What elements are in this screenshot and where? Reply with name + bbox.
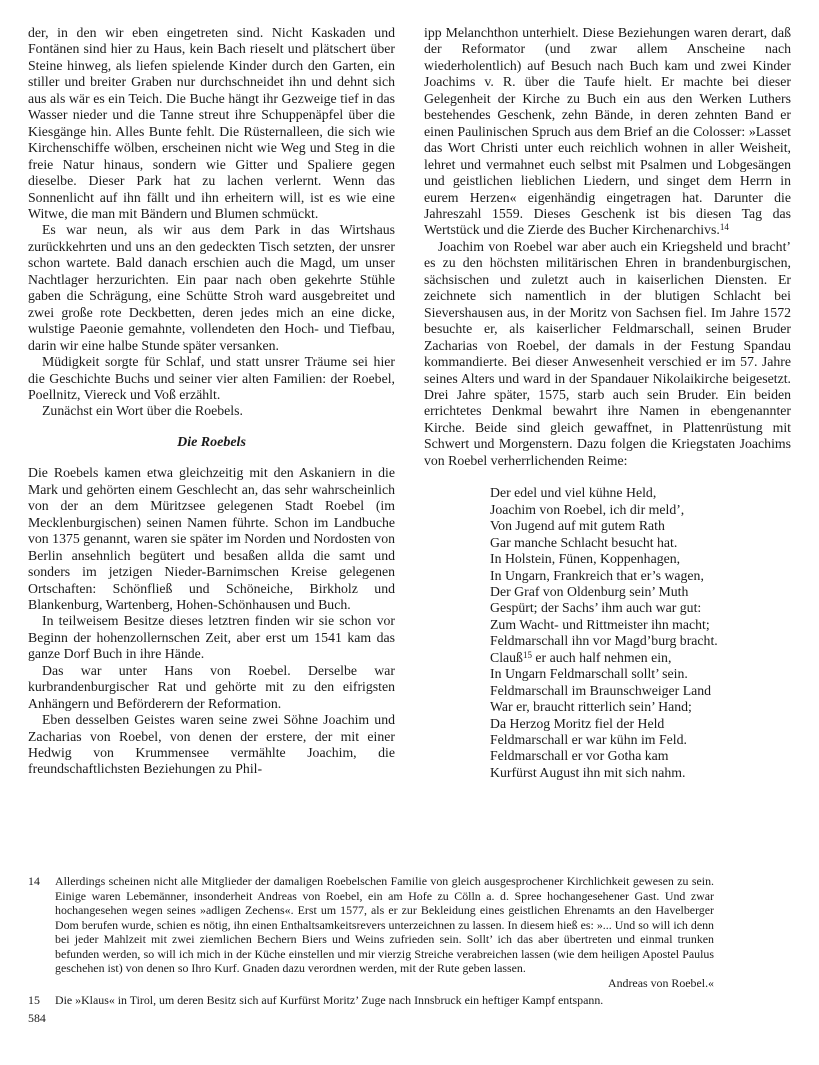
poem-line: In Ungarn Feldmarschall sollt’ sein. bbox=[490, 666, 688, 682]
paragraph bbox=[424, 25, 791, 239]
poem-line-text: er auch half nehmen ein, bbox=[531, 649, 672, 665]
poem-line: Da Herzog Moritz fiel der Held bbox=[490, 715, 665, 731]
paragraph: Eben desselben Geistes waren seine zwei Söhne Joachim und Zacharias von Roebel, von denen der erstere, der mit einer Hedwig von Krummensee vermählte Joachim, die freundschaftlichsten Beziehungen zu Phil- bbox=[28, 712, 395, 777]
poem-line: Kurfürst August ihn mit sich nahm. bbox=[490, 764, 686, 780]
paragraph-text: ipp Melanchthon unterhielt. Diese Beziehungen waren derart, daß der Reformator (und zwar allem Anscheine nach wiederholentlich) auf Besuch nach Buch kam und zwei Kinder Joachims v. R. über die Taufe hielt. Er machte bei dieser Gelegenheit der Kirche zu Buch ein aus den Werken Luthers bestehendes Geschenk, zehn Bände, in deren zehnten Band er einen Paulinischen Spruch aus dem Brief an die Colosser: »Lasset das Wort Christi unter euch reichlich wohnen in aller Weisheit, lehret und vermahnet euch selbst mit Psalmen und Lobgesängen und geistlichen lieblichen Liedern, und singet dem Herrn in eurem Herzen« eigenhändig eingetragen hat. Darunter die Jahreszahl 1559. Dieses Geschenk ist bis diesen Tag das Wertstück und die Zierde des Bucher Kirchenarchivs. bbox=[424, 25, 791, 238]
poem-line: Der edel und viel kühne Held, bbox=[490, 485, 657, 501]
paragraph: Zunächst ein Wort über die Roebels. bbox=[42, 403, 243, 419]
footnote-text: Die »Klaus« in Tirol, um deren Besitz sich auf Kurfürst Moritz’ Zuge nach Innsbruck ein heftiger Kampf entspann. bbox=[55, 993, 604, 1008]
footnote-number: 14 bbox=[28, 874, 40, 888]
footnote-15 bbox=[28, 993, 714, 1008]
left-column bbox=[28, 25, 395, 874]
poem-line: Feldmarschall er war kühn im Feld. bbox=[490, 732, 687, 748]
footnotes bbox=[28, 874, 714, 1025]
poem-line: Zum Wacht- und Rittmeister ihn macht; bbox=[490, 616, 710, 632]
footnote-text: Allerdings scheinen nicht alle Mitglieder der damaligen Roebelschen Familie von gleich ausgesprochener Kirchlichkeit gewesen zu sein. Einige waren Lebemänner, insonderheit Andreas von Roebel, ein am Hofe zu Cölln a. d. Spree hochangesehener Gast. Und zwar hochangesehen wegen seines »adligen Zechens«. Erst um 1577, als er zur Bekleidung eines geistlichen Ehrenamts an den Havelberger Dom berufen wurde, schien es nötig, ihn einen Enthaltsamkeitsrevers unterzeichnen zu lassen. In diesem hieß es: »... Und so will ich denn bei jeder Mahlzeit mit zwei ziemlichen Bechern Biers und Weins zufrieden sein. Sollt’ ich das aber übertreten und einmal trunken befunden werden, so will ich mich in der Küche einstellen und mir vierzig Streiche verabreichen lassen (wie dem heiligen Apostel Paulus geschehen ist) von denen so Ihro Kurf. Gnaden dazu verordnen werden, mit der Rute geben lassen. bbox=[55, 874, 714, 976]
poem-line: Feldmarschall er vor Gotha kam bbox=[490, 748, 669, 764]
poem-line: In Ungarn, Frankreich that er’s wagen, bbox=[490, 567, 704, 583]
right-column bbox=[424, 25, 791, 874]
poem-line: Gespürt; der Sachs’ ihm auch war gut: bbox=[490, 600, 702, 616]
two-column-text bbox=[28, 25, 791, 874]
footnote-signature: Andreas von Roebel.« bbox=[608, 975, 714, 990]
poem-line: War er, braucht ritterlich sein’ Hand; bbox=[490, 699, 692, 715]
footnote-14 bbox=[28, 874, 714, 990]
poem-line: Joachim von Roebel, ich dir meld’, bbox=[490, 501, 685, 517]
paragraph: In teilweisem Besitze dieses letztren finden wir sie schon vor Beginn der hohenzollernschen Zeit, aber erst um 1541 kam das ganze Dorf Buch in ihre Hände. bbox=[28, 613, 395, 662]
paragraph: Joachim von Roebel war aber auch ein Kriegsheld und bracht’ es zu den höchsten militärischen Ehren in brandenburgischen, sächsischen und zuletzt auch in kaiserlichen Diensten. Er zeichnete sich namentlich in der blutigen Schlacht bei Sievershausen aus, in der Moritz von Sachsen fiel. Im Jahre 1572 besuchte er, als kaiserlicher Feldmarschall, seinen Bruder Zacharias von Roebel, der damals in der Festung Spandau kommandierte. Bei dieser Anwesenheit verschied er im 57. Jahre seines Alters und ward in der Spandauer Nikolaikirche beigesetzt. Drei Jahre später, 1575, starb auch sein Bruder. Ein beiden errichtetes Denkmal bewahrt ihre Namen in ebengenannter Kirche. Beide sind gleich gewaffnet, in Plattenrüstung mit Schwert und Morgenstern. Dazu folgen die Kriegstaten Joachims von Roebel verherrlichenden Reime: bbox=[424, 238, 791, 468]
poem-line: Von Jugend auf mit gutem Rath bbox=[490, 518, 665, 534]
footnote-number: 15 bbox=[28, 993, 40, 1008]
poem-line: Feldmarschall ihn vor Magd’burg bracht. bbox=[490, 633, 718, 649]
poem-line: In Holstein, Fünen, Koppenhagen, bbox=[490, 551, 681, 567]
poem-line: Feldmarschall im Braunschweiger Land bbox=[490, 682, 712, 698]
page-number: 584 bbox=[28, 1010, 46, 1025]
footnote-ref-15: 15 bbox=[522, 649, 532, 660]
poem-line: Gar manche Schlacht besucht hat. bbox=[490, 534, 678, 550]
paragraph: Die Roebels kamen etwa gleichzeitig mit den Askaniern in die Mark und gehörten einem Geschlecht an, das sehr wahrscheinlich von der an dem Müritzsee gelegenen Stadt Roebel (im Mecklenburgischen) seinen Namen führte. Schon im Landbuche von 1375 genannt, waren sie später im Norden und Nordosten von Berlin ansehnlich begütert und besaßen allda die samt und sonders im jetzigen Nieder-Barnimschen Kreise gelegenen Ortschaften: Schönfließ und Schöneiche, Birkholz und Blankenburg, Wartenberg, Hohen-Schönhausen und Buch. bbox=[28, 465, 395, 612]
poem bbox=[490, 485, 791, 781]
section-heading: Die Roebels bbox=[177, 434, 246, 450]
paragraph: der, in den wir eben eingetreten sind. Nicht Kaskaden und Fontänen sind hier zu Haus, kein Bach rieselt und plätschert über Steine hinweg, als liefen spielende Kinder durch den Garten, ein stiller und breiter Graben nur durchschneidet ihn und dehnt sich aus als wär es ein Teich. Die Buche hängt ihr Gezweige tief in das Wasser nieder und die Tanne streut ihre Schuppenäpfel über die Kiesgänge hin. Alles Bunte fehlt. Die Rüsternalleen, die sich wie Kirchenschiffe wölben, erscheinen nicht wie Weg und Steg in die freie Natur hinaus, sondern wie Gitter und Spaliere gegen dieselbe. Dieser Park hat zu lachen verlernt. Wenn das Sonnenlicht auf ihn fällt und ihn erheitern will, ist es wie eine Witwe, die man mit Bändern und Blumen schmückt. bbox=[28, 25, 395, 221]
paragraph: Das war unter Hans von Roebel. Derselbe war kurbrandenburgischer Rat und gehörte mit zu den eifrigsten Anhängern und Beförderern der Reformation. bbox=[28, 662, 395, 711]
poem-line-text: Clauß bbox=[490, 649, 523, 665]
footnote-ref-14: 14 bbox=[719, 222, 729, 233]
paragraph: Müdigkeit sorgte für Schlaf, und statt unsrer Träume sei hier die Geschichte Buchs und seiner vier alten Familien: der Roebel, Poellnitz, Viereck und Voß erzählt. bbox=[28, 354, 395, 402]
paragraph: Es war neun, als wir aus dem Park in das Wirtshaus zurückkehrten und uns an den gedeckten Tisch setzten, der unsrer schon wartete. Bald danach erschien auch die Magd, um unser Nachtlager herzurichten. Ein paar nach oben gekehrte Stühle gaben die Schrägung, eine Schütte Stroh ward ausgebreitet und zwei große rote Deckbetten, deren jedes mich an eine dicke, wulstige Paeonie gemahnte, vollendeten den Hoch- und Tiefbau, darin wir eine halbe Stunde später versanken. bbox=[28, 222, 395, 353]
poem-line bbox=[490, 650, 791, 666]
poem-line: Der Graf von Oldenburg sein’ Muth bbox=[490, 583, 689, 599]
